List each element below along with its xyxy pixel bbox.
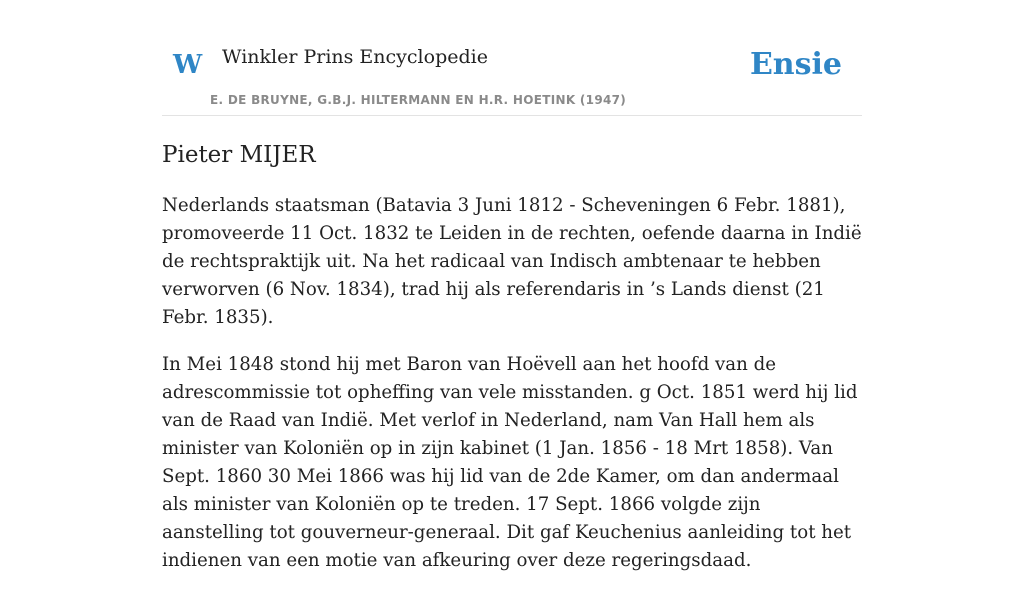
book-title[interactable]: Winkler Prins Encyclopedie [222, 46, 488, 68]
ensie-logo[interactable]: Ensie [749, 47, 842, 82]
book-authors: E. DE BRUYNE, G.B.J. HILTERMANN EN H.R. HOETINK (1947) [210, 93, 627, 107]
winkler-prins-logo-icon[interactable]: W [173, 50, 203, 80]
article-title: Pieter MIJER [162, 142, 316, 168]
article-paragraph: In Mei 1848 stond hij met Baron van Hoëvell aan het hoofd van de adrescommissie tot opheffing van vele misstanden. g Oct. 1851 werd hij lid van de Raad van Indië. Met verlof in Nederland, nam Van Hall hem als minister van Koloniën op in zijn kabinet (1 Jan. 1856 - 18 Mrt 1858). Van Sept. 1860 30 Mei 1866 was hij lid van de 2de Kamer, om dan andermaal als minister van Koloniën op te treden. 17 Sept. 1866 volgde zijn aanstelling tot gouverneur-generaal. Dit gaf Keuchenius aanleiding tot het indienen van een motie van afkeuring over deze regeringsdaad. [162, 354, 858, 571]
site-header [162, 0, 862, 116]
article-paragraph: Nederlands staatsman (Batavia 3 Juni 1812 - Scheveningen 6 Febr. 1881), promoveerde 11 Oct. 1832 te Leiden in de rechten, oefende daarna in Indië de rechtspraktijk uit. Na het radicaal van Indisch ambtenaar te hebben verworven (6 Nov. 1834), trad hij als referendaris in ’s Lands dienst (21 Febr. 1835). [162, 195, 862, 328]
article [162, 140, 862, 594]
